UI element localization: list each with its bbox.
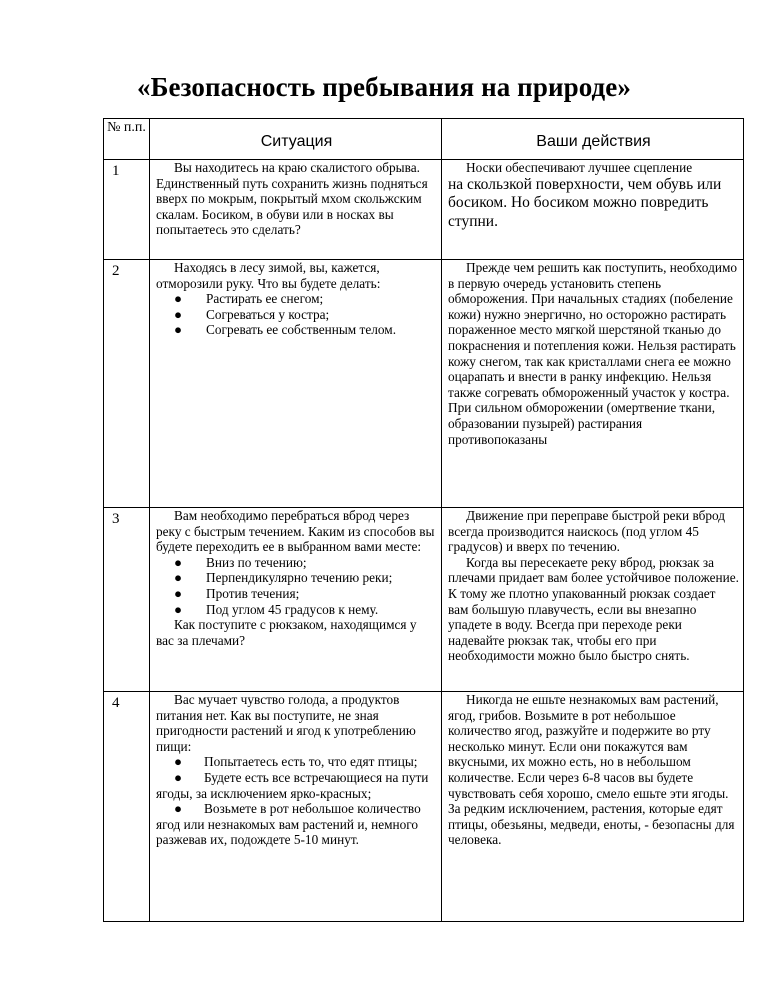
bullet-icon: ● (174, 754, 183, 770)
list-item: ● Возьмете в рот небольшое количество ягод или незнакомых вам растений и, немного разжевав их, подождете 5-10 минут. (156, 801, 421, 848)
row-number: 1 (104, 160, 150, 260)
header-number: № п.п. (104, 119, 150, 160)
list-item: ● Будете есть все встречающиеся на пути ягоды, за исключением ярко-красных; (156, 769, 429, 801)
action-text: Движение при переправе быстрой реки вброд всегда производится наискось (под углом 45 градусов) и вверх по течению. (448, 508, 726, 555)
action-text: Носки обеспечивают лучшее сцепление (466, 160, 693, 175)
row-number: 3 (104, 508, 150, 692)
list-item: ● Против течения; (174, 585, 300, 601)
table-row (104, 260, 744, 508)
list-item: ● Растирать ее снегом; (174, 291, 324, 307)
list-item: ● Перпендикулярно течению реки; (174, 570, 393, 586)
table-header-row (104, 119, 744, 160)
row-number: 4 (104, 692, 150, 922)
action-text: Никогда не ешьте незнакомых вам растений, ягод, грибов. Возьмите в рот небольшое количество ягод, разжуйте и подержите во рту несколько минут. Если они покажутся вам вкусными, их можно есть, но в небольшом количестве. Если через 6-8 часов вы будете чувствовать себя хорошо, смело ешьте эти ягоды. За редким исключением, растения, которые едят птицы, обезьяны, медведи, еноты, - безопасны для человека. (448, 692, 735, 848)
safety-table (103, 118, 744, 922)
bullet-icon: ● (174, 801, 183, 817)
action-text-2: Когда вы пересекаете реку вброд, рюкзак за плечами придает вам более устойчивое положение. К тому же плотно упакованный рюкзак создает вам большую плавучесть, если вы внезапно упадете в воду. Всегда при переходе реки надевайте рюкзак так, чтобы его при необходимости можно было быстро снять. (448, 554, 739, 664)
table-row (104, 508, 744, 692)
options-list (156, 291, 437, 338)
list-item: ● Согревать ее собственным телом. (174, 322, 397, 338)
situation-text: Находясь в лесу зимой, вы, кажется, отморозили руку. Что вы будете делать: (156, 260, 381, 291)
bullet-icon: ● (174, 322, 183, 338)
situation-text: Вам необходимо перебраться вброд через реку с быстрым течением. Каким из способов вы будете переходить ее в выбранном вами месте: (156, 508, 435, 555)
bullet-icon: ● (174, 306, 183, 322)
situation-question: Как поступите с рюкзаком, находящимся у вас за плечами? (156, 617, 417, 648)
action-text-continued: на скользкой поверхности, чем обувь или босиком. Но босиком можно повредить ступни. (448, 175, 722, 230)
header-actions: Ваши действия (442, 119, 744, 160)
bullet-icon: ● (174, 291, 183, 307)
bullet-icon: ● (174, 570, 183, 586)
header-situation: Ситуация (150, 119, 442, 160)
action-cell (442, 508, 744, 692)
list-item: ● Согреваться у костра; (174, 306, 330, 322)
situation-cell (150, 508, 442, 692)
action-cell (442, 260, 744, 508)
situation-cell (150, 160, 442, 260)
situation-cell (150, 260, 442, 508)
options-list (156, 555, 437, 617)
list-item: ● Под углом 45 градусов к нему. (174, 601, 379, 617)
bullet-icon: ● (174, 585, 183, 601)
list-item: ● Попытаетесь есть то, что едят птицы; (174, 754, 418, 770)
action-cell (442, 160, 744, 260)
row-number: 2 (104, 260, 150, 508)
bullet-icon: ● (174, 554, 183, 570)
page-title: «Безопасность пребывания на природе» (136, 72, 631, 102)
situation-text: Вы находитесь на краю скалистого обрыва. Единственный путь сохранить жизнь подняться вверх по мокрым, покрытый мхом скольжским скалам. Босиком, в обуви или в носках вы попытаетесь это сделать? (156, 160, 428, 238)
situation-text: Вас мучает чувство голода, а продуктов питания нет. Как вы поступите, не зная пригодности растений и ягод к употреблению пищи: (156, 692, 416, 754)
action-cell (442, 692, 744, 922)
situation-cell (150, 692, 442, 922)
table-row (104, 692, 744, 922)
action-text: Прежде чем решить как поступить, необходимо в первую очередь установить степень обморожения. При начальных стадиях (побеление кожи) нужно энергично, но осторожно растирать пораженное место мягкой шерстяной тканью до покраснения и потепления кожи. Нельзя растирать кожу снегом, так как кристаллами снега ее можно оцарапать и внести в ранку инфекцию. Нельзя также согревать обмороженный участок у костра. При сильном обморожении (омертвение ткани, образовании пузырей) растирания противопоказаны (448, 260, 738, 447)
list-item: ● Вниз по течению; (174, 554, 307, 570)
bullet-icon: ● (174, 769, 183, 785)
table-row (104, 160, 744, 260)
bullet-icon: ● (174, 601, 183, 617)
